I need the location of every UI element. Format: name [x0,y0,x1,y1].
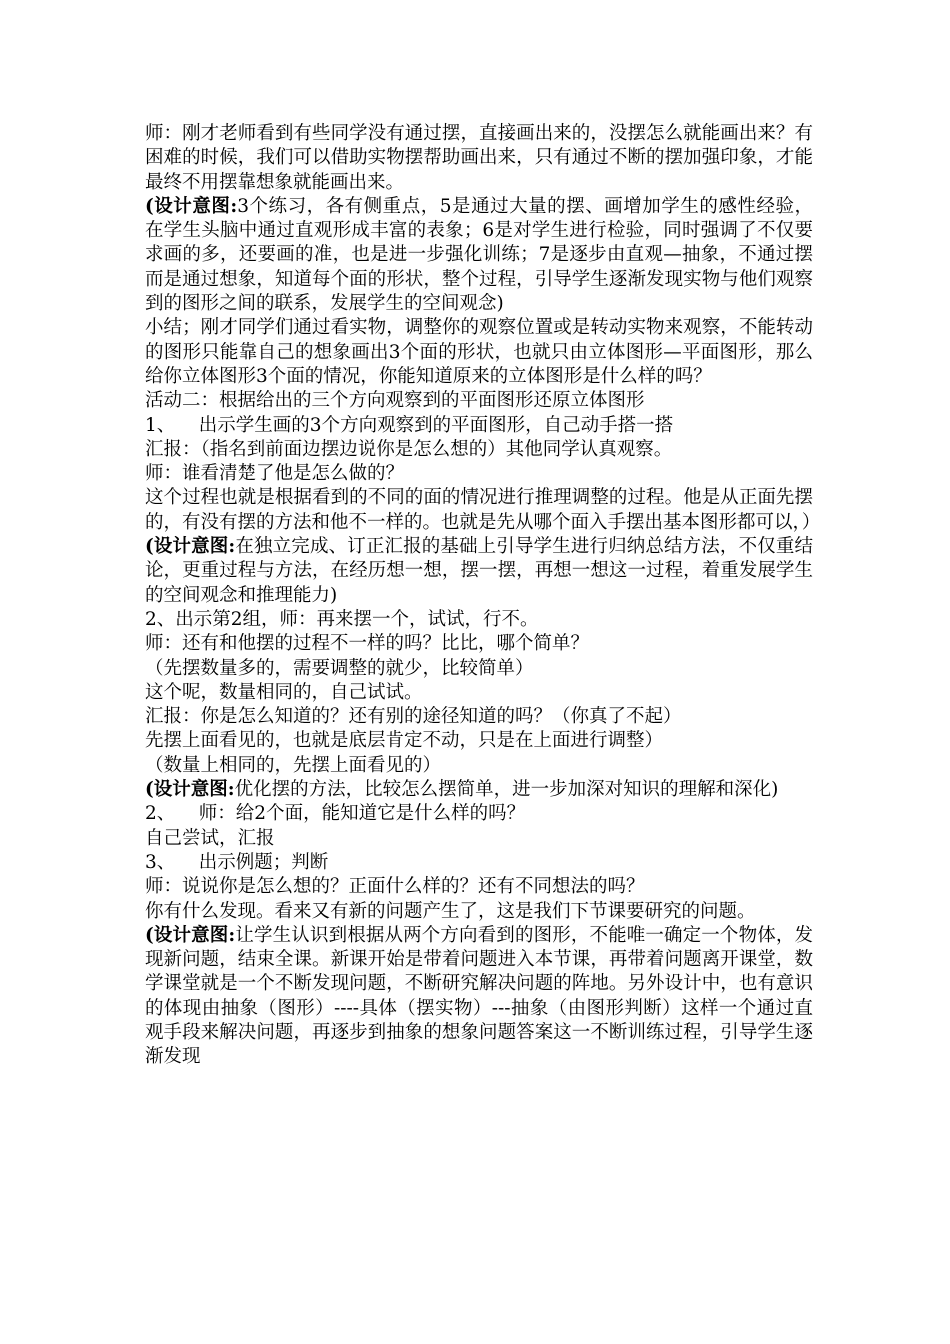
paragraph-top-first [145,729,813,753]
paragraph-report-2 [145,705,813,729]
paragraph-report-1 [145,438,813,462]
paragraph-text: （先摆数量多的，需要调整的就少，比较简单） [145,657,534,679]
paragraph-teacher-compare [145,632,813,656]
design-intent-label: (设计意图: [145,924,236,946]
paragraph-text: 3、 出示例题；判断 [145,851,329,873]
paragraph-text: 师：谁看清楚了他是怎么做的？ [145,463,405,485]
design-intent-label: (设计意图: [145,536,236,558]
paragraph-design-intent-2 [145,535,813,608]
paragraph-teacher-think [145,875,813,899]
paragraph-teacher-question [145,462,813,486]
paragraph-design-intent-1 [145,195,813,316]
paragraph-teacher-intro [145,122,813,195]
paragraph-text: 优化摆的方法，比较怎么摆简单，进一步加深对知识的理解和深化) [234,779,779,801]
paragraph-text: 让学生认识到根据从两个方向看到的图形，不能唯一确定一个物体，发现新问题，结束全课。新课开始是带着问题进入本节课，再带着问题离开课堂，数学课堂就是一个不断发现问题，不断研究解决问题的阵地。另外设计中，也有意识的体现由抽象（图形）----具体（摆实物）---抽象（由图形判断）这样一个通过直观手段来解决问题，再逐步到抽象的想象问题答案这一不断训练过程，引导学生逐渐发现 [145,924,813,1068]
paragraph-text: 你有什么发现。看来又有新的问题产生了，这是我们下节课要研究的问题。 [145,900,756,922]
paragraph-item-2 [145,608,813,632]
paragraph-same-count [145,681,813,705]
paragraph-summary [145,316,813,389]
paragraph-discovery [145,900,813,924]
paragraph-design-intent-3 [145,778,813,802]
paragraph-note-same [145,754,813,778]
paragraph-process [145,486,821,535]
paragraph-activity-two [145,389,813,413]
paragraph-text: （数量上相同的，先摆上面看见的） [145,754,442,776]
paragraph-text: 汇报：（指名到前面边摆边说你是怎么想的）其他同学认真观察。 [145,438,673,460]
paragraph-text: 活动二：根据给出的三个方向观察到的平面图形还原立体图形 [145,390,645,412]
paragraph-item-1 [145,414,813,438]
paragraph-text: 自己尝试，汇报 [145,827,275,849]
design-intent-label: (设计意图: [145,195,238,217]
paragraph-try-report [145,827,813,851]
paragraph-note-more [145,657,813,681]
paragraph-item-2b [145,802,813,826]
paragraph-design-intent-4 [145,924,813,1070]
paragraph-text: 1、 出示学生画的3个方向观察到的平面图形，自己动手搭一搭 [145,414,674,436]
paragraph-text: 师：还有和他摆的过程不一样的吗？比比，哪个简单？ [145,633,590,655]
design-intent-label: (设计意图: [145,779,235,801]
paragraph-text: 先摆上面看见的，也就是底层肯定不动，只是在上面进行调整） [145,730,664,752]
paragraph-text: 3个练习，各有侧重点，5是通过大量的摆、画增加学生的感性经验，在学生头脑中通过直观形成丰富的表象；6是对学生进行检验，同时强调了不仅要求画的多，还要画的准，也是进一步强化训练；7是逐步由直观—抽象，不通过摆而是通过想象，知道每个面的形状，整个过程，引导学生逐渐发现实物与他们观察到的图形之间的联系，发展学生的空间观念) [145,195,813,315]
paragraph-text: 这个呢，数量相同的，自己试试。 [145,681,423,703]
paragraph-text: 2、 师：给2个面，能知道它是什么样的吗？ [145,803,526,825]
paragraph-text: 这个过程也就是根据看到的不同的面的情况进行推理调整的过程。他是从正面先摆的，有没有摆的方法和他不一样的。也就是先从哪个面入手摆出基本图形都可以，） [145,487,821,533]
paragraph-text: 在独立完成、订正汇报的基础上引导学生进行归纳总结方法，不仅重结论，更重过程与方法，在经历想一想，摆一摆，再想一想这一过程，着重发展学生的空间观念和推理能力) [145,536,813,606]
paragraph-text: 2、出示第2组，师：再来摆一个，试试，行不。 [145,608,539,630]
paragraph-item-3 [145,851,813,875]
paragraph-text: 汇报：你是怎么知道的？还有别的途径知道的吗？（你真了不起） [145,706,682,728]
document-body [145,122,821,1070]
paragraph-text: 师：说说你是怎么想的？正面什么样的？还有不同想法的吗？ [145,876,645,898]
paragraph-text: 小结；刚才同学们通过看实物，调整你的观察位置或是转动实物来观察，不能转动的图形只能靠自己的想象画出3个面的形状，也就只由立体图形—平面图形，那么给你立体图形3个面的情况，你能知道原来的立体图形是什么样的吗？ [145,317,813,387]
paragraph-text: 师：刚才老师看到有些同学没有通过摆，直接画出来的，没摆怎么就能画出来？有困难的时候，我们可以借助实物摆帮助画出来，只有通过不断的摆加强印象，才能最终不用摆靠想象就能画出来。 [145,123,813,193]
